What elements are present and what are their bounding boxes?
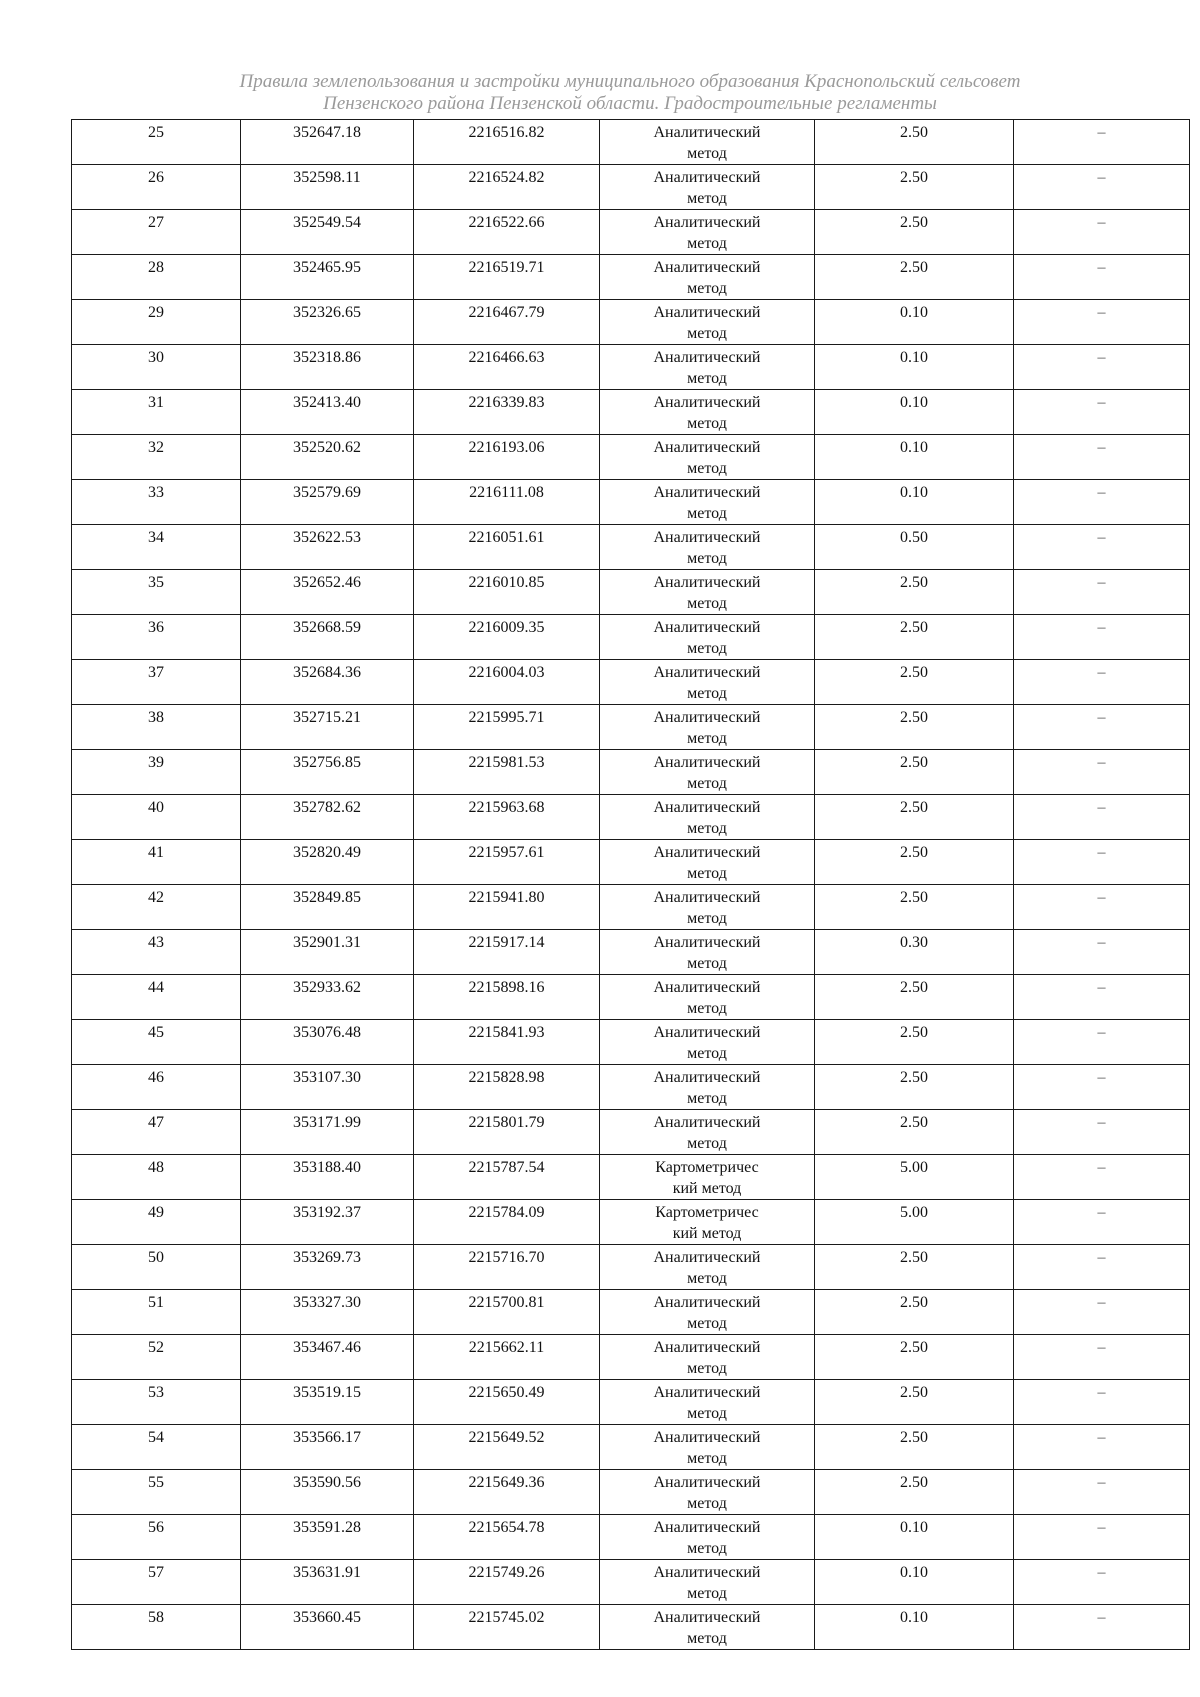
accuracy-cell: 0.10 xyxy=(815,300,1014,345)
point-number-cell: 56 xyxy=(72,1515,241,1560)
x-coordinate-cell: 352579.69 xyxy=(241,480,414,525)
y-coordinate-cell: 2215649.52 xyxy=(414,1425,600,1470)
x-coordinate-cell: 353327.30 xyxy=(241,1290,414,1335)
method-text: Аналитический метод xyxy=(653,1474,761,1512)
note-cell: – xyxy=(1014,255,1190,300)
y-coordinate-cell: 2215749.26 xyxy=(414,1560,600,1605)
x-coordinate-cell: 353188.40 xyxy=(241,1155,414,1200)
x-coordinate-cell: 352756.85 xyxy=(241,750,414,795)
y-coordinate-cell: 2216009.35 xyxy=(414,615,600,660)
table-row xyxy=(72,1065,1190,1110)
x-coordinate-cell: 352901.31 xyxy=(241,930,414,975)
coordinates-table-body xyxy=(72,120,1190,1650)
note-cell: – xyxy=(1014,1335,1190,1380)
table-row xyxy=(72,1020,1190,1065)
accuracy-cell: 2.50 xyxy=(815,705,1014,750)
method-cell xyxy=(600,570,815,615)
method-cell xyxy=(600,1515,815,1560)
x-coordinate-cell: 352549.54 xyxy=(241,210,414,255)
x-coordinate-cell: 352782.62 xyxy=(241,795,414,840)
x-coordinate-cell: 352598.11 xyxy=(241,165,414,210)
table-row xyxy=(72,840,1190,885)
x-coordinate-cell: 353107.30 xyxy=(241,1065,414,1110)
y-coordinate-cell: 2216522.66 xyxy=(414,210,600,255)
table-row xyxy=(72,525,1190,570)
point-number-cell: 28 xyxy=(72,255,241,300)
method-cell xyxy=(600,345,815,390)
point-number-cell: 39 xyxy=(72,750,241,795)
method-cell xyxy=(600,210,815,255)
method-text: Аналитический метод xyxy=(653,1069,761,1107)
note-cell: – xyxy=(1014,750,1190,795)
table-row xyxy=(72,885,1190,930)
point-number-cell: 26 xyxy=(72,165,241,210)
x-coordinate-cell: 352933.62 xyxy=(241,975,414,1020)
note-cell: – xyxy=(1014,840,1190,885)
table-row xyxy=(72,1110,1190,1155)
note-cell: – xyxy=(1014,210,1190,255)
method-cell xyxy=(600,300,815,345)
point-number-cell: 31 xyxy=(72,390,241,435)
table-row xyxy=(72,1560,1190,1605)
point-number-cell: 55 xyxy=(72,1470,241,1515)
accuracy-cell: 0.10 xyxy=(815,1560,1014,1605)
x-coordinate-cell: 352668.59 xyxy=(241,615,414,660)
note-cell: – xyxy=(1014,1515,1190,1560)
y-coordinate-cell: 2216051.61 xyxy=(414,525,600,570)
method-cell xyxy=(600,390,815,435)
accuracy-cell: 2.50 xyxy=(815,1020,1014,1065)
y-coordinate-cell: 2215841.93 xyxy=(414,1020,600,1065)
x-coordinate-cell: 352820.49 xyxy=(241,840,414,885)
method-text: Аналитический метод xyxy=(653,934,761,972)
point-number-cell: 36 xyxy=(72,615,241,660)
method-cell xyxy=(600,1425,815,1470)
point-number-cell: 50 xyxy=(72,1245,241,1290)
method-text: Аналитический метод xyxy=(653,889,761,927)
note-cell: – xyxy=(1014,1110,1190,1155)
point-number-cell: 34 xyxy=(72,525,241,570)
point-number-cell: 45 xyxy=(72,1020,241,1065)
method-text: Аналитический метод xyxy=(653,1294,761,1332)
table-row xyxy=(72,1605,1190,1650)
point-number-cell: 27 xyxy=(72,210,241,255)
table-row xyxy=(72,165,1190,210)
table-row xyxy=(72,615,1190,660)
accuracy-cell: 0.50 xyxy=(815,525,1014,570)
y-coordinate-cell: 2216010.85 xyxy=(414,570,600,615)
note-cell: – xyxy=(1014,1380,1190,1425)
accuracy-cell: 2.50 xyxy=(815,1110,1014,1155)
y-coordinate-cell: 2215828.98 xyxy=(414,1065,600,1110)
x-coordinate-cell: 352622.53 xyxy=(241,525,414,570)
method-text: Аналитический метод xyxy=(653,709,761,747)
x-coordinate-cell: 353590.56 xyxy=(241,1470,414,1515)
method-text: Аналитический метод xyxy=(653,1519,761,1557)
note-cell: – xyxy=(1014,795,1190,840)
y-coordinate-cell: 2215650.49 xyxy=(414,1380,600,1425)
note-cell: – xyxy=(1014,1200,1190,1245)
method-text: Аналитический метод xyxy=(653,394,761,432)
method-cell xyxy=(600,255,815,300)
accuracy-cell: 0.10 xyxy=(815,480,1014,525)
x-coordinate-cell: 352684.36 xyxy=(241,660,414,705)
note-cell: – xyxy=(1014,705,1190,750)
table-row xyxy=(72,435,1190,480)
y-coordinate-cell: 2216466.63 xyxy=(414,345,600,390)
point-number-cell: 32 xyxy=(72,435,241,480)
point-number-cell: 38 xyxy=(72,705,241,750)
table-row xyxy=(72,1245,1190,1290)
accuracy-cell: 0.10 xyxy=(815,435,1014,480)
method-cell xyxy=(600,120,815,165)
note-cell: – xyxy=(1014,525,1190,570)
method-text: Аналитический метод xyxy=(653,754,761,792)
note-cell: – xyxy=(1014,120,1190,165)
method-cell xyxy=(600,1065,815,1110)
point-number-cell: 42 xyxy=(72,885,241,930)
accuracy-cell: 2.50 xyxy=(815,615,1014,660)
y-coordinate-cell: 2215654.78 xyxy=(414,1515,600,1560)
y-coordinate-cell: 2215784.09 xyxy=(414,1200,600,1245)
method-cell xyxy=(600,1200,815,1245)
accuracy-cell: 2.50 xyxy=(815,660,1014,705)
accuracy-cell: 2.50 xyxy=(815,1065,1014,1110)
point-number-cell: 44 xyxy=(72,975,241,1020)
note-cell: – xyxy=(1014,435,1190,480)
point-number-cell: 51 xyxy=(72,1290,241,1335)
method-cell xyxy=(600,1110,815,1155)
y-coordinate-cell: 2215941.80 xyxy=(414,885,600,930)
note-cell: – xyxy=(1014,975,1190,1020)
method-text: Аналитический метод xyxy=(653,1564,761,1602)
y-coordinate-cell: 2215716.70 xyxy=(414,1245,600,1290)
accuracy-cell: 2.50 xyxy=(815,975,1014,1020)
accuracy-cell: 2.50 xyxy=(815,570,1014,615)
method-text: Аналитический метод xyxy=(653,304,761,342)
y-coordinate-cell: 2215787.54 xyxy=(414,1155,600,1200)
point-number-cell: 37 xyxy=(72,660,241,705)
accuracy-cell: 5.00 xyxy=(815,1200,1014,1245)
method-cell xyxy=(600,975,815,1020)
method-cell xyxy=(600,1380,815,1425)
x-coordinate-cell: 352465.95 xyxy=(241,255,414,300)
accuracy-cell: 0.10 xyxy=(815,390,1014,435)
x-coordinate-cell: 353192.37 xyxy=(241,1200,414,1245)
accuracy-cell: 2.50 xyxy=(815,1245,1014,1290)
accuracy-cell: 2.50 xyxy=(815,1470,1014,1515)
method-text: Аналитический метод xyxy=(653,439,761,477)
point-number-cell: 49 xyxy=(72,1200,241,1245)
note-cell: – xyxy=(1014,1245,1190,1290)
table-row xyxy=(72,1200,1190,1245)
method-text: Аналитический метод xyxy=(653,799,761,837)
table-row xyxy=(72,300,1190,345)
method-text: Аналитический метод xyxy=(653,484,761,522)
table-row xyxy=(72,570,1190,615)
y-coordinate-cell: 2216004.03 xyxy=(414,660,600,705)
note-cell: – xyxy=(1014,1470,1190,1515)
note-cell: – xyxy=(1014,1425,1190,1470)
note-cell: – xyxy=(1014,1605,1190,1650)
point-number-cell: 29 xyxy=(72,300,241,345)
note-cell: – xyxy=(1014,660,1190,705)
x-coordinate-cell: 352715.21 xyxy=(241,705,414,750)
table-row xyxy=(72,390,1190,435)
note-cell: – xyxy=(1014,390,1190,435)
method-text: Аналитический метод xyxy=(653,1249,761,1287)
y-coordinate-cell: 2216193.06 xyxy=(414,435,600,480)
note-cell: – xyxy=(1014,570,1190,615)
table-row xyxy=(72,750,1190,795)
x-coordinate-cell: 353076.48 xyxy=(241,1020,414,1065)
accuracy-cell: 2.50 xyxy=(815,165,1014,210)
table-row xyxy=(72,1425,1190,1470)
accuracy-cell: 2.50 xyxy=(815,1290,1014,1335)
y-coordinate-cell: 2216516.82 xyxy=(414,120,600,165)
point-number-cell: 47 xyxy=(72,1110,241,1155)
x-coordinate-cell: 352520.62 xyxy=(241,435,414,480)
point-number-cell: 52 xyxy=(72,1335,241,1380)
method-text: Аналитический метод xyxy=(653,619,761,657)
table-row xyxy=(72,1335,1190,1380)
y-coordinate-cell: 2215649.36 xyxy=(414,1470,600,1515)
y-coordinate-cell: 2215662.11 xyxy=(414,1335,600,1380)
method-cell xyxy=(600,1605,815,1650)
point-number-cell: 48 xyxy=(72,1155,241,1200)
method-cell xyxy=(600,1335,815,1380)
y-coordinate-cell: 2215981.53 xyxy=(414,750,600,795)
method-text: Аналитический метод xyxy=(653,529,761,567)
table-row xyxy=(72,120,1190,165)
method-cell xyxy=(600,1560,815,1605)
point-number-cell: 30 xyxy=(72,345,241,390)
y-coordinate-cell: 2215963.68 xyxy=(414,795,600,840)
y-coordinate-cell: 2215917.14 xyxy=(414,930,600,975)
x-coordinate-cell: 353171.99 xyxy=(241,1110,414,1155)
note-cell: – xyxy=(1014,885,1190,930)
table-row xyxy=(72,210,1190,255)
accuracy-cell: 2.50 xyxy=(815,120,1014,165)
method-text: Аналитический метод xyxy=(653,1024,761,1062)
method-text: Аналитический метод xyxy=(653,1609,761,1647)
point-number-cell: 41 xyxy=(72,840,241,885)
method-text: Картометричес кий метод xyxy=(655,1159,759,1197)
x-coordinate-cell: 353467.46 xyxy=(241,1335,414,1380)
table-row xyxy=(72,1515,1190,1560)
y-coordinate-cell: 2216519.71 xyxy=(414,255,600,300)
table-row xyxy=(72,975,1190,1020)
method-text: Аналитический метод xyxy=(653,1429,761,1467)
accuracy-cell: 0.30 xyxy=(815,930,1014,975)
method-text: Картометричес кий метод xyxy=(655,1204,759,1242)
x-coordinate-cell: 352647.18 xyxy=(241,120,414,165)
method-text: Аналитический метод xyxy=(653,574,761,612)
point-number-cell: 40 xyxy=(72,795,241,840)
method-text: Аналитический метод xyxy=(653,214,761,252)
y-coordinate-cell: 2215745.02 xyxy=(414,1605,600,1650)
method-cell xyxy=(600,1020,815,1065)
method-text: Аналитический метод xyxy=(653,1339,761,1377)
header-line-2: Пензенского района Пензенской области. Градостроительные регламенты xyxy=(323,93,937,114)
method-cell xyxy=(600,1155,815,1200)
y-coordinate-cell: 2215700.81 xyxy=(414,1290,600,1335)
y-coordinate-cell: 2215898.16 xyxy=(414,975,600,1020)
point-number-cell: 25 xyxy=(72,120,241,165)
table-row xyxy=(72,930,1190,975)
method-cell xyxy=(600,1470,815,1515)
y-coordinate-cell: 2215995.71 xyxy=(414,705,600,750)
method-cell xyxy=(600,660,815,705)
method-cell xyxy=(600,705,815,750)
accuracy-cell: 2.50 xyxy=(815,1425,1014,1470)
point-number-cell: 58 xyxy=(72,1605,241,1650)
point-number-cell: 33 xyxy=(72,480,241,525)
x-coordinate-cell: 353566.17 xyxy=(241,1425,414,1470)
method-text: Аналитический метод xyxy=(653,124,761,162)
table-row xyxy=(72,795,1190,840)
method-cell xyxy=(600,840,815,885)
x-coordinate-cell: 353519.15 xyxy=(241,1380,414,1425)
x-coordinate-cell: 352652.46 xyxy=(241,570,414,615)
method-cell xyxy=(600,795,815,840)
accuracy-cell: 2.50 xyxy=(815,255,1014,300)
accuracy-cell: 2.50 xyxy=(815,885,1014,930)
method-text: Аналитический метод xyxy=(653,664,761,702)
method-cell xyxy=(600,1245,815,1290)
accuracy-cell: 0.10 xyxy=(815,1515,1014,1560)
x-coordinate-cell: 353591.28 xyxy=(241,1515,414,1560)
page-header xyxy=(70,71,1190,115)
y-coordinate-cell: 2216467.79 xyxy=(414,300,600,345)
method-cell xyxy=(600,750,815,795)
y-coordinate-cell: 2215957.61 xyxy=(414,840,600,885)
method-cell xyxy=(600,480,815,525)
method-text: Аналитический метод xyxy=(653,979,761,1017)
method-text: Аналитический метод xyxy=(653,1114,761,1152)
note-cell: – xyxy=(1014,1290,1190,1335)
accuracy-cell: 2.50 xyxy=(815,1380,1014,1425)
method-text: Аналитический метод xyxy=(653,844,761,882)
note-cell: – xyxy=(1014,1560,1190,1605)
note-cell: – xyxy=(1014,930,1190,975)
y-coordinate-cell: 2215801.79 xyxy=(414,1110,600,1155)
method-cell xyxy=(600,1290,815,1335)
y-coordinate-cell: 2216111.08 xyxy=(414,480,600,525)
note-cell: – xyxy=(1014,1155,1190,1200)
point-number-cell: 46 xyxy=(72,1065,241,1110)
x-coordinate-cell: 352326.65 xyxy=(241,300,414,345)
method-cell xyxy=(600,615,815,660)
x-coordinate-cell: 352413.40 xyxy=(241,390,414,435)
x-coordinate-cell: 352849.85 xyxy=(241,885,414,930)
accuracy-cell: 2.50 xyxy=(815,750,1014,795)
accuracy-cell: 5.00 xyxy=(815,1155,1014,1200)
table-row xyxy=(72,1380,1190,1425)
table-row xyxy=(72,255,1190,300)
note-cell: – xyxy=(1014,300,1190,345)
y-coordinate-cell: 2216524.82 xyxy=(414,165,600,210)
point-number-cell: 54 xyxy=(72,1425,241,1470)
y-coordinate-cell: 2216339.83 xyxy=(414,390,600,435)
note-cell: – xyxy=(1014,165,1190,210)
table-row xyxy=(72,705,1190,750)
point-number-cell: 53 xyxy=(72,1380,241,1425)
method-cell xyxy=(600,525,815,570)
note-cell: – xyxy=(1014,480,1190,525)
x-coordinate-cell: 353269.73 xyxy=(241,1245,414,1290)
method-cell xyxy=(600,885,815,930)
accuracy-cell: 2.50 xyxy=(815,795,1014,840)
table-row xyxy=(72,345,1190,390)
note-cell: – xyxy=(1014,345,1190,390)
x-coordinate-cell: 352318.86 xyxy=(241,345,414,390)
accuracy-cell: 2.50 xyxy=(815,210,1014,255)
table-row xyxy=(72,480,1190,525)
table-row xyxy=(72,660,1190,705)
note-cell: – xyxy=(1014,615,1190,660)
method-cell xyxy=(600,435,815,480)
table-row xyxy=(72,1155,1190,1200)
header-line-1: Правила землепользования и застройки муниципального образования Краснопольский сельсовет xyxy=(239,71,1021,92)
method-text: Аналитический метод xyxy=(653,349,761,387)
table-row xyxy=(72,1470,1190,1515)
coordinates-table xyxy=(71,119,1190,1650)
point-number-cell: 57 xyxy=(72,1560,241,1605)
note-cell: – xyxy=(1014,1020,1190,1065)
point-number-cell: 43 xyxy=(72,930,241,975)
method-text: Аналитический метод xyxy=(653,259,761,297)
method-cell xyxy=(600,930,815,975)
accuracy-cell: 0.10 xyxy=(815,345,1014,390)
table-row xyxy=(72,1290,1190,1335)
note-cell: – xyxy=(1014,1065,1190,1110)
accuracy-cell: 2.50 xyxy=(815,840,1014,885)
point-number-cell: 35 xyxy=(72,570,241,615)
method-cell xyxy=(600,165,815,210)
x-coordinate-cell: 353631.91 xyxy=(241,1560,414,1605)
accuracy-cell: 2.50 xyxy=(815,1335,1014,1380)
x-coordinate-cell: 353660.45 xyxy=(241,1605,414,1650)
method-text: Аналитический метод xyxy=(653,1384,761,1422)
method-text: Аналитический метод xyxy=(653,169,761,207)
accuracy-cell: 0.10 xyxy=(815,1605,1014,1650)
